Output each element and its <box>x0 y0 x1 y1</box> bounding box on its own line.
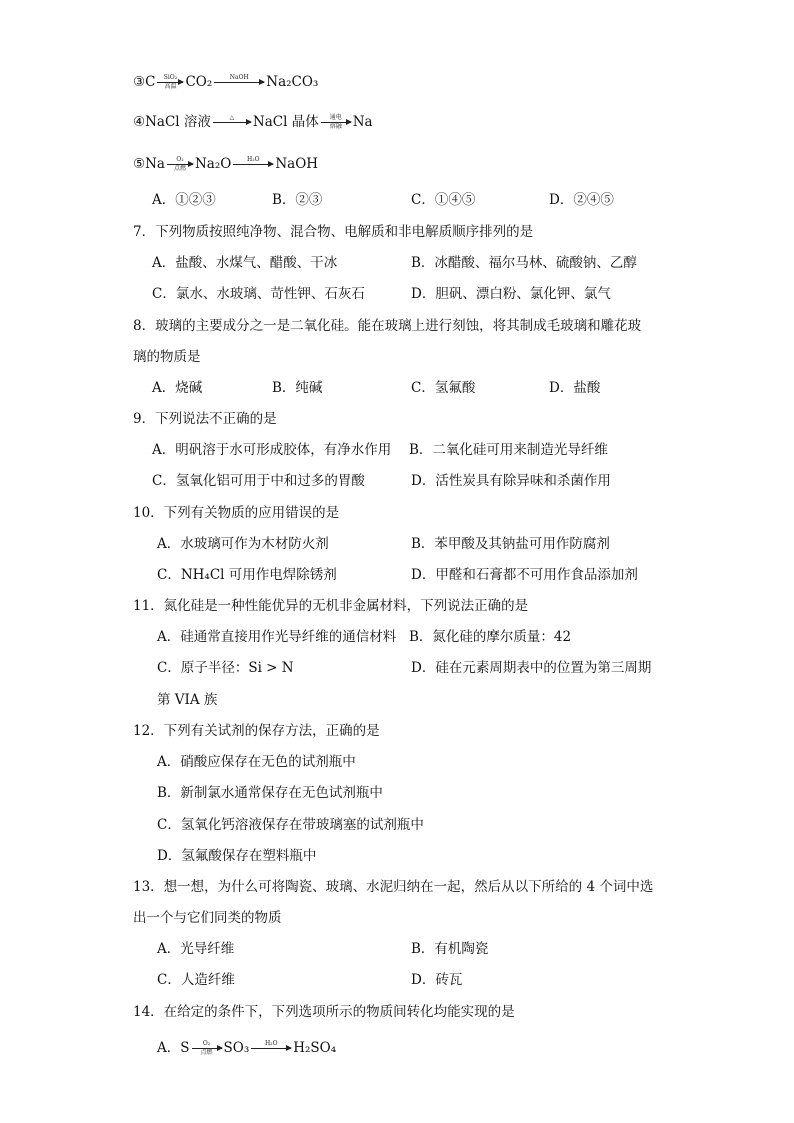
q13-option-b: B．有机陶瓷 <box>411 941 489 957</box>
reaction-arrow: O₂ 点燃 <box>167 157 193 172</box>
q8-option-b: B．纯碱 <box>272 380 323 396</box>
q13-stem-line2: 出一个与它们同类的物质 <box>133 910 282 926</box>
intermediate: NaCl 晶体 <box>252 114 319 130</box>
q14-stem: 14．在给定的条件下，下列选项所示的物质间转化均能实现的是 <box>133 1004 515 1020</box>
q6-option-c: C．①④⑤ <box>411 192 476 208</box>
q9-option-c: C．氢氧化铝可用于中和过多的胃酸 <box>152 473 365 489</box>
q11-option-c: C．原子半径：Si > N <box>157 660 294 676</box>
q9-option-d: D．活性炭具有除异味和杀菌作用 <box>411 473 611 489</box>
reaction-arrow: H₂O <box>233 157 273 172</box>
reaction-arrow: O₂ 点燃 <box>192 1041 222 1056</box>
q7-option-c: C．氯水、水玻璃、苛性钾、石灰石 <box>152 286 365 302</box>
q11-option-d: D．硅在元素周期表中的位置为第三周期 <box>411 660 652 676</box>
q10-stem: 10．下列有关物质的应用错误的是 <box>133 505 340 521</box>
q13-option-d: D．砖瓦 <box>411 972 463 988</box>
q8-option-d: D．盐酸 <box>549 380 601 396</box>
reaction-marker: ④ <box>133 114 146 130</box>
q9-stem: 9．下列说法不正确的是 <box>133 411 277 427</box>
q8-stem-line1: 8．玻璃的主要成分之一是二氧化硅。能在玻璃上进行刻蚀，将其制成毛玻璃和雕花玻 <box>133 318 642 334</box>
reactant: Na <box>145 156 165 172</box>
q7-option-d: D．胆矾、漂白粉、氯化钾、氯气 <box>411 286 611 302</box>
q8-option-c: C．氢氟酸 <box>411 380 476 396</box>
reactant: NaCl 溶液 <box>145 114 211 130</box>
product: Na₂CO₃ <box>266 74 319 90</box>
product: NaOH <box>275 156 319 172</box>
reactant: C <box>145 74 156 90</box>
q11-option-d-continued: 第 VIA 族 <box>157 692 218 708</box>
q12-option-a: A．硝酸应保存在无色的试剂瓶中 <box>157 754 356 770</box>
q7-stem: 7．下列物质按照纯净物、混合物、电解质和非电解质顺序排列的是 <box>133 224 534 240</box>
q6-option-a: A．①②③ <box>152 192 216 208</box>
q13-option-a: A．光导纤维 <box>157 941 235 957</box>
q12-option-c: C．氢氧化钙溶液保存在带玻璃塞的试剂瓶中 <box>157 817 424 833</box>
q12-option-b: B．新制氯水通常保存在无色试剂瓶中 <box>157 785 383 801</box>
reaction-3 <box>133 72 318 92</box>
reaction-5 <box>133 154 318 174</box>
reaction-arrow: NaOH <box>214 75 264 90</box>
reaction-arrow: △ <box>213 115 251 130</box>
reaction-marker: ⑤ <box>133 156 146 172</box>
q14-option-a-reactant: A．S <box>157 1040 190 1056</box>
q10-option-c: C．NH₄Cl 可用作电焊除锈剂 <box>157 567 337 583</box>
q13-option-c: C．人造纤维 <box>157 972 235 988</box>
q9-option-a: A．明矾溶于水可形成胶体，有净水作用 <box>152 442 392 458</box>
reaction-arrow: 通电 熔融 <box>321 115 351 130</box>
q6-option-b: B．②③ <box>272 192 323 208</box>
q10-option-a: A．水玻璃可作为木材防火剂 <box>157 536 329 552</box>
intermediate: Na₂O <box>194 156 232 172</box>
q7-option-a: A．盐酸、水煤气、醋酸、干冰 <box>152 255 338 271</box>
q11-option-b: B．氮化硅的摩尔质量：42 <box>409 629 572 645</box>
q6-option-d: D．②④⑤ <box>549 192 614 208</box>
reaction-arrow: SiO₂ 高温 <box>157 75 183 90</box>
reaction-4 <box>133 112 373 132</box>
q8-stem-line2: 璃的物质是 <box>133 349 201 365</box>
q11-stem: 11．氮化硅是一种性能优异的无机非金属材料，下列说法正确的是 <box>133 598 529 614</box>
q10-option-b: B．苯甲酸及其钠盐可用作防腐剂 <box>411 536 610 552</box>
q7-option-b: B．冰醋酸、福尔马林、硫酸钠、乙醇 <box>411 255 637 271</box>
q9-option-b: B．二氧化硅可用来制造光导纤维 <box>409 442 608 458</box>
q8-option-a: A．烧碱 <box>152 380 203 396</box>
intermediate: CO₂ <box>185 74 213 90</box>
q12-option-d: D．氢氟酸保存在塑料瓶中 <box>157 848 317 864</box>
q13-stem-line1: 13．想一想，为什么可将陶瓷、玻璃、水泥归纳在一起，然后从以下所给的 4 个词中选 <box>133 879 654 895</box>
q14-option-a-intermediate: SO₃ <box>223 1040 250 1056</box>
q12-stem: 12．下列有关试剂的保存方法，正确的是 <box>133 723 380 739</box>
q14-option-a-product: H₂SO₄ <box>293 1040 337 1056</box>
product: Na <box>352 114 373 130</box>
reaction-marker: ③ <box>133 74 146 90</box>
q10-option-d: D．甲醛和石膏都不可用作食品添加剂 <box>411 567 638 583</box>
reaction-arrow: H₂O <box>251 1041 291 1056</box>
q11-option-a: A．硅通常直接用作光导纤维的通信材料 <box>157 629 397 645</box>
q14-option-a <box>157 1038 336 1058</box>
